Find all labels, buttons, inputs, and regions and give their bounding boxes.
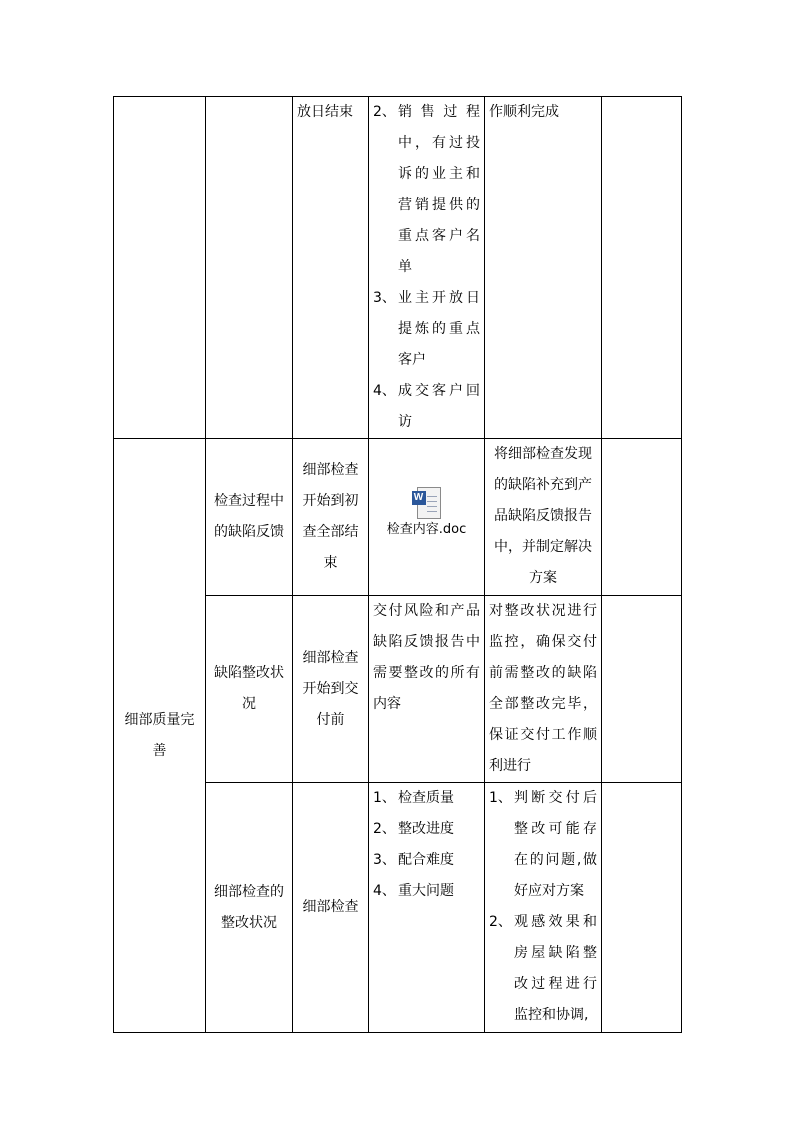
table-row bbox=[114, 439, 682, 596]
list-text: 整改进度 bbox=[398, 821, 454, 837]
time-range-text: 细部检查 bbox=[302, 899, 359, 915]
table-row bbox=[114, 97, 682, 439]
cell-empty bbox=[114, 97, 206, 439]
cell-content-list bbox=[369, 97, 485, 439]
list-number: 2、 bbox=[373, 821, 396, 837]
cell-empty bbox=[602, 97, 682, 439]
list-number: 2、 bbox=[489, 914, 512, 930]
goal-text: 对整改状况进行监控，确保交付前需整改的缺陷全部整改完毕，保证交付工作顺利进行 bbox=[489, 603, 597, 774]
list-text: 业主开放日提炼的重点客户 bbox=[398, 290, 480, 368]
cell-item bbox=[206, 596, 293, 783]
list-number: 4、 bbox=[373, 883, 396, 899]
attachment-filename: 检查内容.doc bbox=[386, 522, 467, 537]
time-range-text: 细部检查开始到初查全部结束 bbox=[302, 462, 359, 571]
word-document-icon: W bbox=[412, 487, 442, 519]
list-number: 4、 bbox=[373, 383, 396, 399]
list-text: 成交客户回访 bbox=[398, 383, 480, 430]
list-item bbox=[373, 376, 480, 438]
process-table bbox=[113, 96, 682, 1033]
list-text: 观感效果和房屋缺陷整改过程进行监控和协调, bbox=[514, 914, 597, 1023]
list-number: 3、 bbox=[373, 852, 396, 868]
time-range-text: 细部检查开始到交付前 bbox=[302, 649, 359, 728]
cell-item bbox=[206, 439, 293, 596]
list-number: 2、 bbox=[373, 104, 396, 120]
list-item bbox=[373, 283, 480, 376]
cell-item bbox=[206, 783, 293, 1033]
item-text: 细部检查的整改状况 bbox=[214, 883, 284, 931]
list-item bbox=[373, 845, 480, 876]
list-number: 1、 bbox=[373, 790, 396, 806]
cell-empty bbox=[602, 596, 682, 783]
list-text: 检查质量 bbox=[398, 790, 454, 806]
item-text: 缺陷整改状况 bbox=[214, 665, 284, 712]
cell-time-range bbox=[293, 439, 369, 596]
cell-goal bbox=[485, 596, 602, 783]
cell-attachment bbox=[369, 439, 485, 596]
goal-text: 作顺利完成 bbox=[489, 104, 559, 120]
cell-empty bbox=[602, 783, 682, 1033]
cell-goal-list bbox=[485, 783, 602, 1033]
cell-empty bbox=[206, 97, 293, 439]
list-text: 配合难度 bbox=[398, 852, 454, 868]
cell-content bbox=[369, 596, 485, 783]
cell-time-range bbox=[293, 783, 369, 1033]
cell-time-range bbox=[293, 596, 369, 783]
list-item bbox=[489, 783, 597, 907]
list-item bbox=[373, 783, 480, 814]
list-item bbox=[489, 907, 597, 1031]
list-item bbox=[373, 814, 480, 845]
cell-goal bbox=[485, 439, 602, 596]
list-number: 1、 bbox=[489, 790, 512, 806]
list-number: 3、 bbox=[373, 290, 396, 306]
list-item bbox=[373, 876, 480, 907]
cell-empty bbox=[602, 439, 682, 596]
attachment-link[interactable] bbox=[369, 439, 484, 539]
list-text: 重大问题 bbox=[398, 883, 454, 899]
list-item bbox=[373, 97, 480, 283]
cell-goal bbox=[485, 97, 602, 439]
goal-text: 将细部检查发现的缺陷补充到产品缺陷反馈报告中，并制定解决方案 bbox=[494, 446, 592, 586]
time-range-text: 放日结束 bbox=[297, 104, 353, 120]
section-title: 细部质量完善 bbox=[124, 711, 195, 759]
item-text: 检查过程中的缺陷反馈 bbox=[214, 493, 284, 540]
cell-content-list bbox=[369, 783, 485, 1033]
content-text: 交付风险和产品缺陷反馈报告中需要整改的所有内容 bbox=[373, 603, 480, 712]
list-text: 销售过程中，有过投诉的业主和营销提供的重点客户名单 bbox=[398, 104, 480, 275]
list-text: 判断交付后整改可能存在的问题,做好应对方案 bbox=[514, 790, 597, 899]
cell-time-range bbox=[293, 97, 369, 439]
section-title-cell bbox=[114, 439, 206, 1033]
